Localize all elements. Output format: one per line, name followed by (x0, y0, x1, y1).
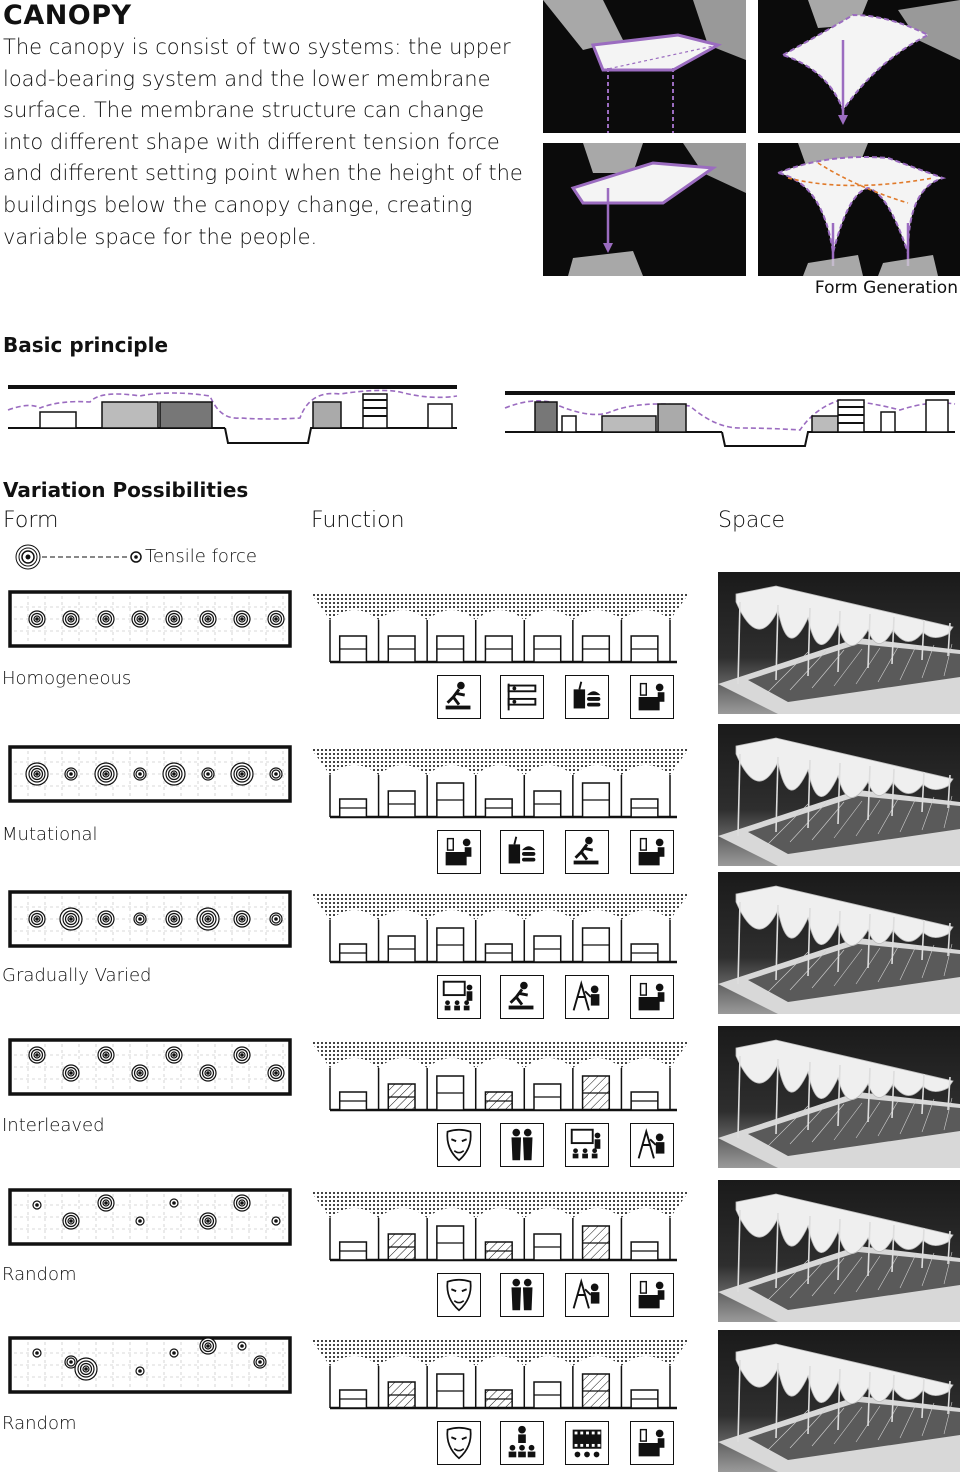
tensile-force-legend-graphic (10, 543, 150, 573)
treadmill-icon (500, 975, 544, 1019)
cinema-icon (565, 1421, 609, 1465)
form-photo-1 (543, 0, 746, 133)
tensile-point (170, 1199, 178, 1207)
tensile-force-label: Tensile force (145, 546, 257, 567)
tensile-point (234, 611, 250, 627)
variations-title: Variation Possibilities (3, 478, 249, 502)
tensile-point (136, 1217, 144, 1225)
painter-icon (565, 1273, 609, 1317)
tensile-point (60, 908, 82, 930)
basic-principle-title: Basic principle (3, 333, 169, 357)
col-form-heading: Form (3, 508, 59, 533)
variation-label: Homogeneous (2, 668, 132, 689)
tensile-point (132, 611, 148, 627)
tensile-point (200, 1065, 216, 1081)
function-section (305, 890, 705, 970)
tensile-point (272, 1217, 280, 1225)
tensile-point (200, 1213, 216, 1229)
tensile-point (98, 611, 114, 627)
couple-icon (500, 1123, 544, 1167)
desk-worker-icon (630, 1273, 674, 1317)
page-title: CANOPY (3, 0, 132, 31)
function-section (305, 745, 705, 825)
painter-icon (630, 1123, 674, 1167)
fast-food-icon (565, 675, 609, 719)
form-diagram (8, 1038, 298, 1096)
form-photo-3 (543, 143, 746, 276)
variation-label: Random (2, 1264, 77, 1285)
tensile-point (134, 768, 146, 780)
function-section (305, 1336, 705, 1416)
tensile-point (26, 763, 48, 785)
tensile-point (268, 611, 284, 627)
col-space-heading: Space (718, 508, 786, 533)
space-model-photo (718, 1330, 960, 1472)
tensile-point (200, 611, 216, 627)
tensile-point (63, 1065, 79, 1081)
tensile-point (197, 908, 219, 930)
tensile-point (202, 768, 214, 780)
basic-principle-diagrams (0, 380, 960, 450)
form-photo-4 (758, 143, 960, 276)
tensile-point (231, 763, 253, 785)
tensile-point (95, 763, 117, 785)
tensile-point (268, 1065, 284, 1081)
bunk-bed-icon (500, 675, 544, 719)
tensile-point (170, 1349, 178, 1357)
desk-worker-icon (630, 675, 674, 719)
treadmill-icon (565, 830, 609, 874)
variation-label: Gradually Varied (2, 965, 152, 986)
tensile-point (200, 1338, 216, 1354)
function-section (305, 1038, 705, 1118)
space-model-photo (718, 1026, 960, 1168)
tensile-point (33, 1201, 41, 1209)
painter-icon (565, 975, 609, 1019)
tensile-point (132, 1065, 148, 1081)
function-section (305, 1188, 705, 1268)
opera-mask-icon (437, 1123, 481, 1167)
desk-worker-icon (630, 1421, 674, 1465)
tensile-point (33, 1349, 41, 1357)
tensile-point (29, 611, 45, 627)
form-diagram (8, 590, 298, 648)
form-diagram (8, 890, 298, 948)
desk-worker-icon (630, 975, 674, 1019)
couple-icon (500, 1273, 544, 1317)
form-generation-caption: Form Generation (814, 278, 958, 298)
variation-label: Interleaved (2, 1115, 105, 1136)
tensile-point (136, 1367, 144, 1375)
tensile-point (98, 1195, 114, 1211)
form-diagram (8, 1336, 298, 1394)
tensile-point (234, 911, 250, 927)
space-model-photo (718, 872, 960, 1014)
tensile-point (65, 768, 77, 780)
tensile-point (63, 1213, 79, 1229)
variation-label: Random (2, 1413, 77, 1434)
tensile-point (63, 611, 79, 627)
space-model-photo (718, 724, 960, 866)
form-photo-2 (758, 0, 960, 133)
tensile-point (75, 1358, 97, 1380)
lecture-icon (565, 1123, 609, 1167)
intro-paragraph: The canopy is consist of two systems: the upper load-bearing system and the lower membrane surface. The membrane structure can change into different shape with different tension force and different setting point when the height of the buildings below the canopy change, creating variable space for the people. (3, 35, 523, 249)
tensile-point (134, 913, 146, 925)
desk-worker-icon (630, 830, 674, 874)
tensile-point (166, 611, 182, 627)
tensile-point (98, 911, 114, 927)
space-model-photo (718, 572, 960, 714)
tensile-point (29, 911, 45, 927)
opera-mask-icon (437, 1273, 481, 1317)
tensile-point (270, 768, 282, 780)
variation-label: Mutational (2, 824, 98, 845)
tensile-point (163, 763, 185, 785)
opera-mask-icon (437, 1421, 481, 1465)
tensile-point (254, 1356, 266, 1368)
fast-food-icon (500, 830, 544, 874)
speaker-audience-icon (500, 1421, 544, 1465)
tensile-point (270, 913, 282, 925)
tensile-point (166, 1047, 182, 1063)
tensile-point (29, 1047, 45, 1063)
tensile-point (234, 1195, 250, 1211)
tensile-point (234, 1047, 250, 1063)
function-section (305, 590, 705, 670)
col-function-heading: Function (311, 508, 405, 533)
desk-worker-icon (437, 830, 481, 874)
tensile-point (238, 1342, 246, 1350)
form-diagram (8, 745, 298, 803)
tensile-point (98, 1047, 114, 1063)
treadmill-icon (437, 675, 481, 719)
space-model-photo (718, 1180, 960, 1322)
form-diagram (8, 1188, 298, 1246)
lecture-icon (437, 975, 481, 1019)
tensile-point (166, 911, 182, 927)
